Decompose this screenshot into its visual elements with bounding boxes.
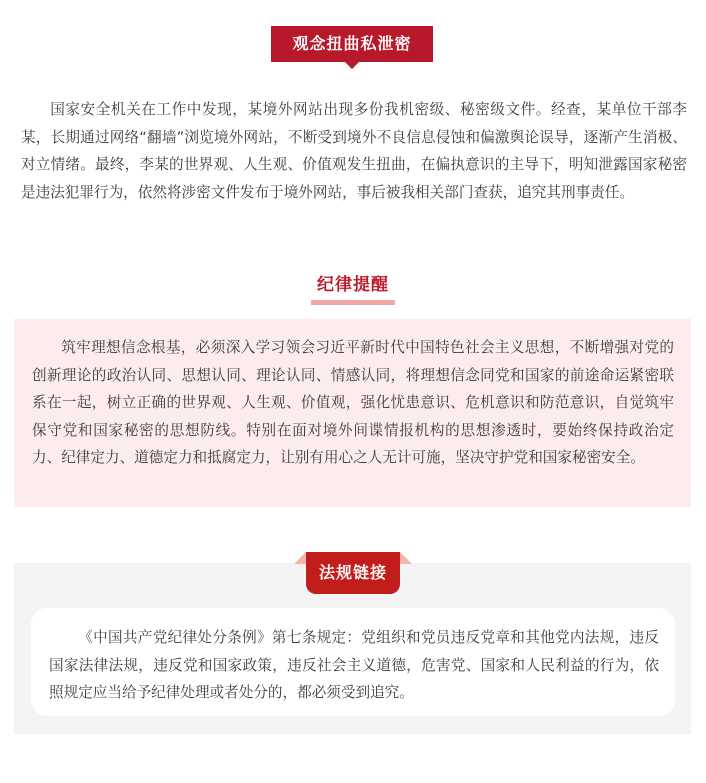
discipline-reminder-title: 纪律提醒 xyxy=(317,275,389,295)
discipline-reminder-text: 筑牢理想信念根基，必须深入学习领会习近平新时代中国特色社会主义思想，不断增强对党的创新理论的政治认同、思想认同、理论认同、情感认同，将理想信念同党和国家的前途命运紧密联系在一起，树立正确的世界观、人生观、价值观，强化忧患意识、危机意识和防范意识，自觉筑牢保守党和国家秘密的思想防线。特别在面对境外间谍情报机构的思想渗透时，要始终保持政治定力、纪律定力、道德定力和抵腐定力，让别有用心之人无计可施，坚决守护党和国家秘密安全。 xyxy=(32,339,674,466)
case-title-banner: 观念扭曲私泄密 xyxy=(271,26,433,62)
regulation-title-tab xyxy=(294,552,412,594)
regulation-title: 法规链接 xyxy=(306,552,400,594)
regulation-text: 《中国共产党纪律处分条例》第七条规定：党组织和党员违反党章和其他党内法规，违反国家法律法规，违反党和国家政策，违反社会主义道德，危害党、国家和人民利益的行为，依照规定应当给予纪律处理或者处分的，都必须受到追究。 xyxy=(49,629,659,701)
banner-pointer xyxy=(345,62,359,69)
tab-fold-right xyxy=(400,552,412,564)
title-underline xyxy=(311,300,395,305)
tab-fold-left xyxy=(294,552,306,564)
case-body-text: 国家安全机关在工作中发现，某境外网站出现多份我机密级、秘密级文件。经查，某单位干部李某，长期通过网络“翻墙”浏览境外网站，不断受到境外不良信息侵蚀和偏激舆论误导，逐渐产生消极、对立情绪。最终，李某的世界观、人生观、价值观发生扭曲，在偏执意识的主导下，明知泄露国家秘密是违法犯罪行为，依然将涉密文件发布于境外网站，事后被我相关部门查获，追究其刑事责任。 xyxy=(21,101,687,201)
